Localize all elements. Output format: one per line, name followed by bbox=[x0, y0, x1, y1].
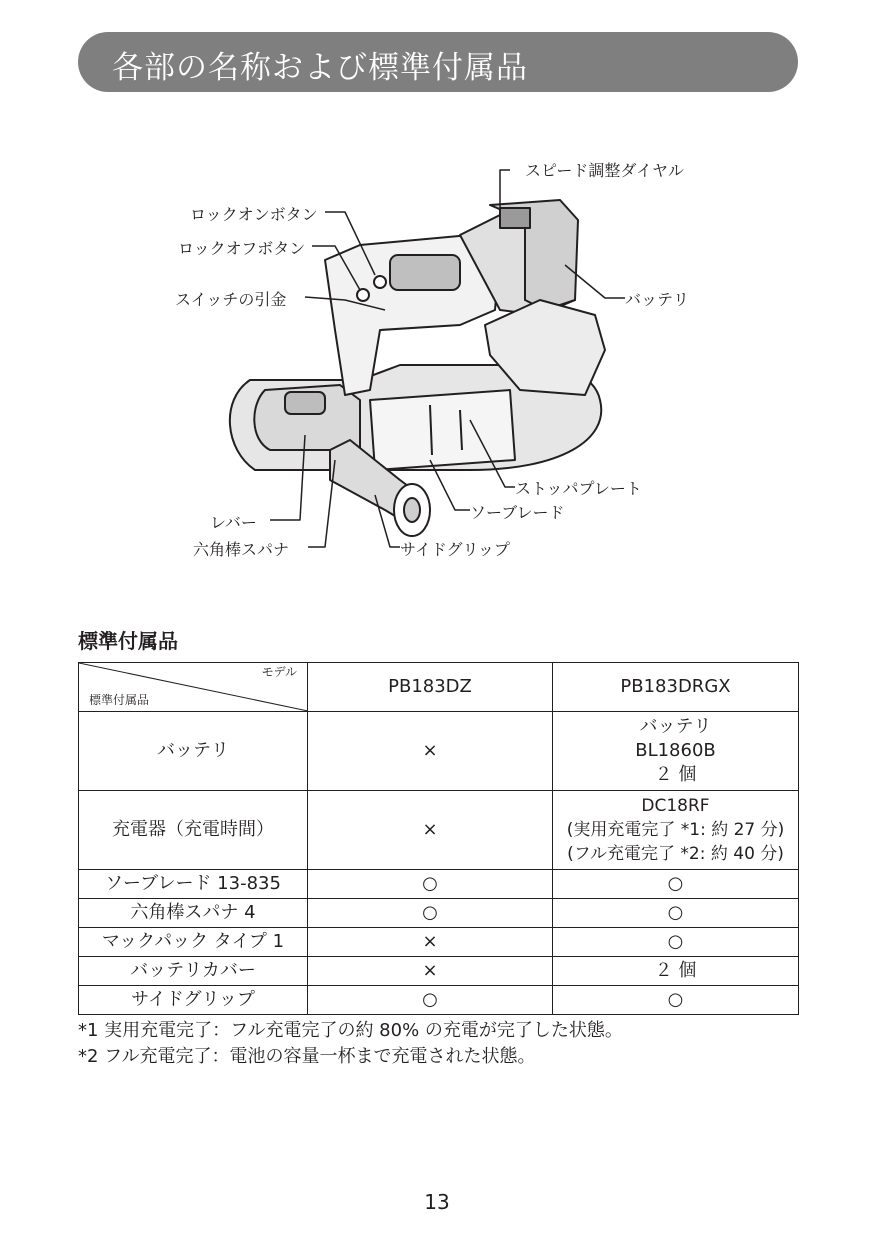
row-value-b: ○ bbox=[553, 870, 799, 899]
footnotes bbox=[78, 1018, 623, 1070]
table-row bbox=[79, 986, 799, 1015]
table-row bbox=[79, 712, 799, 791]
row-value-line: ２ 個 bbox=[654, 764, 697, 785]
footnote-1: *1 実用充電完了：フル充電完了の約 80% の充電が完了した状態。 bbox=[78, 1020, 623, 1041]
row-value-a: ○ bbox=[308, 899, 553, 928]
row-name: ソーブレード 13-835 bbox=[79, 870, 308, 899]
product-diagram bbox=[0, 150, 874, 580]
page-number: 13 bbox=[424, 1190, 450, 1214]
row-value-line: DC18RF bbox=[641, 796, 710, 816]
row-name: 充電器（充電時間） bbox=[79, 791, 308, 870]
header-accessory-label: 標準付属品 bbox=[89, 693, 150, 707]
footnote-2: *2 フル充電完了：電池の容量一杯まで充電された状態。 bbox=[78, 1046, 536, 1067]
row-value-b: ○ bbox=[553, 928, 799, 957]
callout-lock-on-button: ロックオンボタン bbox=[190, 205, 318, 224]
callout-saw-blade: ソーブレード bbox=[470, 503, 565, 522]
row-value-b: ２ 個 bbox=[553, 957, 799, 986]
row-value-a: ○ bbox=[308, 870, 553, 899]
row-value-a: ○ bbox=[308, 986, 553, 1015]
row-value-line: (フル充電完了 *2: 約 40 分) bbox=[567, 844, 784, 864]
table-header-row bbox=[79, 663, 799, 712]
row-name: マックパック タイプ 1 bbox=[79, 928, 308, 957]
row-value-line: バッテリ bbox=[639, 716, 712, 737]
callout-side-grip: サイドグリップ bbox=[400, 540, 510, 559]
row-value-line: BL1860B bbox=[635, 740, 716, 761]
callout-stopper-plate: ストッパプレート bbox=[515, 479, 642, 498]
row-value-a: × bbox=[308, 928, 553, 957]
row-name: バッテリ bbox=[79, 712, 308, 791]
row-value-a: × bbox=[308, 957, 553, 986]
row-value-a: × bbox=[308, 712, 553, 791]
page-title: 各部の名称および標準付属品 bbox=[112, 50, 528, 86]
row-value-a: × bbox=[308, 791, 553, 870]
callout-hex-wrench: 六角棒スパナ bbox=[193, 540, 290, 559]
band-saw-illustration bbox=[0, 150, 874, 580]
table-row bbox=[79, 957, 799, 986]
row-value-b bbox=[553, 712, 799, 791]
model-header-pb183dz: PB183DZ bbox=[308, 663, 553, 712]
table-row bbox=[79, 899, 799, 928]
callout-trigger: スイッチの引金 bbox=[175, 290, 287, 309]
accessories-table bbox=[78, 662, 799, 1015]
callout-lock-off-button: ロックオフボタン bbox=[178, 239, 306, 258]
row-value-line: (実用充電完了 *1: 約 27 分) bbox=[566, 820, 785, 840]
row-name: バッテリカバー bbox=[79, 957, 308, 986]
callout-battery: バッテリ bbox=[625, 290, 690, 309]
table-row bbox=[79, 870, 799, 899]
header-diagonal-cell bbox=[79, 663, 308, 712]
row-name: サイドグリップ bbox=[79, 986, 308, 1015]
header-model-label: モデル bbox=[261, 665, 297, 679]
callout-lever: レバー bbox=[210, 513, 257, 532]
table-row bbox=[79, 928, 799, 957]
row-value-b: ○ bbox=[553, 899, 799, 928]
model-header-pb183drgx: PB183DRGX bbox=[553, 663, 799, 712]
section-header bbox=[78, 32, 798, 92]
row-value-b bbox=[553, 791, 799, 870]
accessories-title: 標準付属品 bbox=[78, 629, 178, 653]
table-row bbox=[79, 791, 799, 870]
callout-speed-dial: スピード調整ダイヤル bbox=[525, 161, 684, 180]
row-value-b: ○ bbox=[553, 986, 799, 1015]
row-name: 六角棒スパナ 4 bbox=[79, 899, 308, 928]
